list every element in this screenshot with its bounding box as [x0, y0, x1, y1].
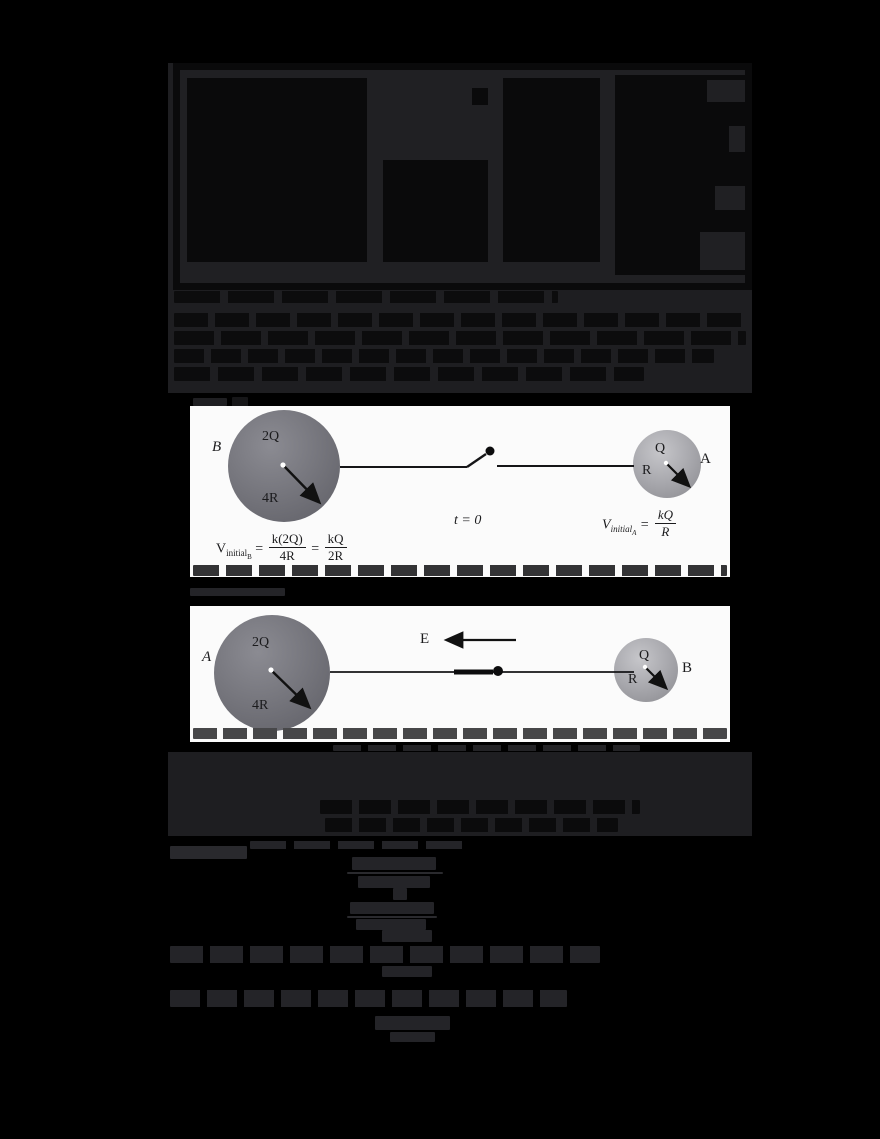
inline-frac-bottom-illegible [382, 966, 432, 977]
eq-b-den2: 2R [328, 547, 344, 563]
eq-b-num2: kQ [325, 532, 347, 548]
sphere-a-radius: R [642, 463, 652, 478]
switch-arm [467, 454, 486, 467]
question-title-line [174, 291, 558, 303]
switch-time-label: t = 0 [454, 513, 482, 528]
eq-b-den1: 4R [279, 547, 295, 563]
eq-a-sub: initial [610, 524, 633, 535]
choice-panel-4-step [729, 126, 745, 152]
eq-b-equals1: = [255, 541, 264, 557]
equation-den-illegible [358, 876, 430, 888]
sphere-b-radius: R [628, 672, 638, 687]
eq-b-lhs: V [216, 541, 227, 557]
eq-b-equals2: = [311, 541, 320, 557]
eq-a-equals: = [639, 517, 650, 533]
choice-panel-4-step [700, 232, 745, 270]
eq-a-subsub: A [632, 529, 637, 538]
sphere-b-charge: 2Q [262, 429, 280, 444]
choice-panel-1 [187, 78, 367, 262]
equation-equals-illegible [393, 888, 407, 900]
question-text-line [174, 349, 714, 363]
explanation-line-illegible [325, 818, 618, 832]
inline-frac-top-illegible [375, 1016, 450, 1030]
figure2-sphere-a [214, 615, 330, 731]
eq-b-subsub: B [247, 553, 252, 562]
eq-a-num: kQ [655, 508, 676, 524]
figure1-image [190, 406, 730, 577]
eq-b-sub: initial [226, 548, 248, 559]
equation-num-illegible [352, 857, 436, 870]
eq-a-lhs: V [602, 517, 611, 533]
figure1-sphere-b [228, 410, 340, 522]
equation-bar [347, 916, 437, 918]
equation-v-initial-a [602, 508, 678, 538]
answer-heading-illegible [170, 846, 247, 859]
equation-bar [347, 872, 443, 874]
sphere-a-charge: 2Q [252, 635, 270, 650]
explanation-line-illegible [320, 800, 640, 814]
sphere-a-label: A [202, 649, 212, 665]
sphere-a-charge: Q [655, 441, 666, 456]
choice-panel-4-step [715, 186, 745, 210]
solution-line-illegible [170, 990, 567, 1007]
answer-choices-image [173, 63, 752, 290]
eq-a-den: R [661, 523, 670, 539]
question-text-line [174, 331, 746, 345]
inline-frac-bottom-illegible [390, 1032, 435, 1042]
sphere-b-label: B [682, 660, 693, 676]
figure1-credit-illegible [190, 588, 285, 596]
switch-contact-dot [486, 447, 495, 456]
question-text-line [174, 367, 644, 381]
sphere-a-radius: 4R [252, 698, 269, 713]
choice-panel-2-marker [472, 88, 488, 105]
inline-frac-top-illegible [382, 930, 432, 942]
figure1-caption-illegible [193, 565, 727, 576]
answer-line-illegible [250, 841, 466, 849]
e-field-label: E [420, 631, 430, 647]
choice-panel-2 [383, 160, 488, 262]
sphere-b-charge: Q [639, 648, 650, 663]
switch-contact-dot [493, 666, 503, 676]
sphere-b-radius: 4R [262, 491, 279, 506]
solution-line-illegible [170, 946, 600, 963]
equation-den-illegible [356, 919, 426, 930]
equation-v-initial-b [216, 532, 349, 562]
choice-panel-4-step [707, 80, 745, 102]
sphere-b-label: B [212, 439, 222, 455]
equation-num-illegible [350, 902, 434, 914]
caption-continuation-illegible [333, 745, 640, 751]
figure2-caption-illegible [193, 728, 727, 739]
eq-b-num1: k(2Q) [269, 532, 306, 548]
choice-panel-3 [503, 78, 600, 262]
figure1-tag [193, 398, 227, 406]
figure2-image [190, 606, 730, 742]
question-text-line [174, 313, 746, 327]
sphere-a-label: A [700, 451, 711, 467]
